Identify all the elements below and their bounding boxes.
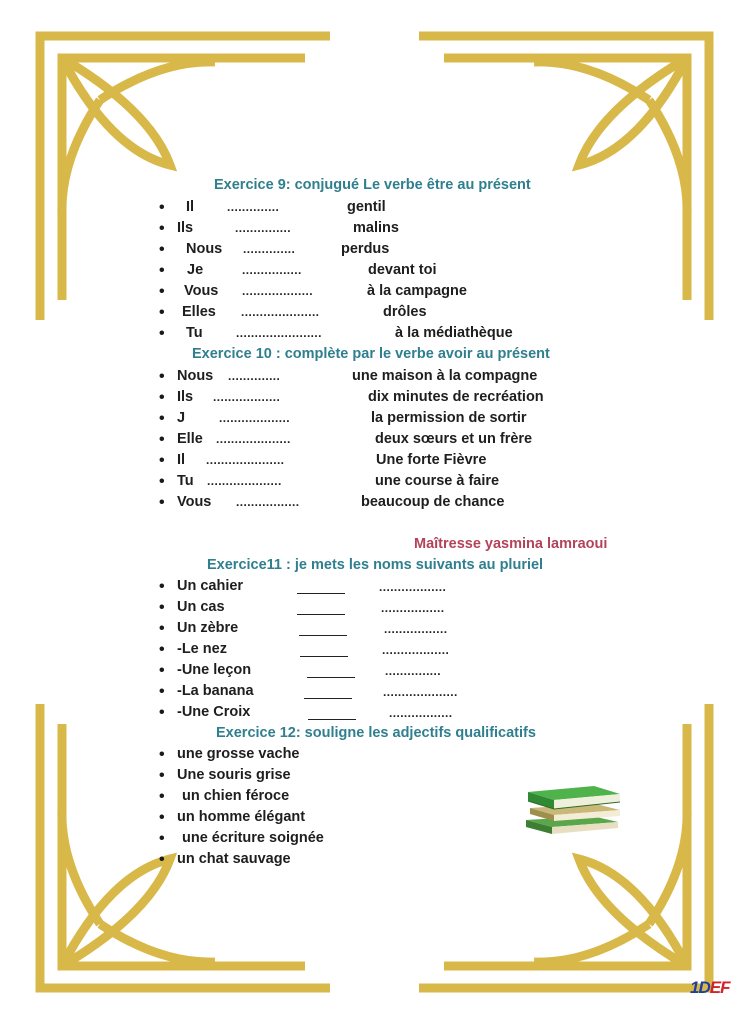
ex9-subject: Vous — [184, 283, 219, 299]
ex10-blank: ..................... — [206, 453, 285, 467]
bullet-icon: • — [159, 620, 165, 637]
ex10-blank: ................. — [236, 495, 300, 509]
logo-main: 1D — [690, 978, 710, 997]
exercise-10-title: Exercice 10 : complète par le verbe avoir au présent — [192, 346, 550, 362]
ex9-blank: ................ — [242, 263, 302, 277]
ex9-subject: Je — [187, 262, 204, 278]
bullet-icon: • — [159, 641, 165, 658]
ex11-answer-line — [304, 698, 352, 699]
bullet-icon: • — [159, 599, 165, 616]
ex10-complement: une course à faire — [375, 473, 500, 489]
bullet-icon: • — [159, 368, 165, 385]
ex10-complement: une maison à la compagne — [352, 368, 538, 384]
bullet-icon: • — [159, 410, 165, 427]
ex10-subject: Ils — [177, 389, 194, 405]
ex10-subject: Nous — [177, 368, 214, 384]
ex11-answer-line — [299, 635, 347, 636]
bullet-icon: • — [159, 452, 165, 469]
ex9-subject: Elles — [182, 304, 216, 320]
bullet-icon: • — [159, 662, 165, 679]
bullet-icon: • — [159, 767, 165, 784]
bullet-icon: • — [159, 788, 165, 805]
ex11-noun: -Une leçon — [177, 662, 252, 678]
ex11-dots: ................. — [389, 706, 453, 720]
bullet-icon: • — [159, 199, 165, 216]
ex11-noun: Un cas — [177, 599, 225, 615]
ex10-complement: la permission de sortir — [371, 410, 527, 426]
ex10-complement: deux sœurs et un frère — [375, 431, 533, 447]
ex12-phrase: un homme élégant — [177, 809, 306, 825]
ex11-dots: .................. — [382, 643, 450, 657]
ex9-complement: devant toi — [368, 262, 437, 278]
ex10-blank: .................... — [207, 474, 282, 488]
ex10-subject: Tu — [177, 473, 194, 489]
bullet-icon: • — [159, 704, 165, 721]
ex10-complement: Une forte Fièvre — [376, 452, 487, 468]
bullet-icon: • — [159, 220, 165, 237]
ex10-blank: .................... — [216, 432, 291, 446]
exercise-12-title: Exercice 12: souligne les adjectifs qualificatifs — [216, 725, 536, 741]
ex11-noun: -La banana — [177, 683, 254, 699]
ex9-complement: drôles — [383, 304, 427, 320]
bullet-icon: • — [159, 683, 165, 700]
ex9-complement: à la campagne — [367, 283, 467, 299]
logo-accent: EF — [709, 978, 730, 997]
bullet-icon: • — [159, 473, 165, 490]
ex9-blank: .............. — [243, 242, 296, 256]
bullet-icon: • — [159, 304, 165, 321]
ex12-phrase: Une souris grise — [177, 767, 291, 783]
ex11-dots: ................. — [384, 622, 448, 636]
ex12-phrase: une écriture soignée — [182, 830, 324, 846]
ex9-complement: malins — [353, 220, 399, 236]
bullet-icon: • — [159, 283, 165, 300]
bullet-icon: • — [159, 325, 165, 342]
ex11-answer-line — [297, 614, 345, 615]
ex10-complement: beaucoup de chance — [361, 494, 505, 510]
bullet-icon: • — [159, 389, 165, 406]
bullet-icon: • — [159, 262, 165, 279]
teacher-signature: Maîtresse yasmina lamraoui — [414, 536, 608, 552]
ex9-complement: gentil — [347, 199, 386, 215]
ex11-dots: ................. — [381, 601, 445, 615]
bullet-icon: • — [159, 809, 165, 826]
ex10-complement: dix minutes de recréation — [368, 389, 544, 405]
bullet-icon: • — [159, 241, 165, 258]
ex10-blank: ................... — [219, 411, 290, 425]
bullet-icon: • — [159, 431, 165, 448]
ex11-dots: .................. — [379, 580, 447, 594]
ex12-phrase: une grosse vache — [177, 746, 300, 762]
bullet-icon: • — [159, 578, 165, 595]
bullet-icon: • — [159, 851, 165, 868]
ex9-subject: Il — [186, 199, 195, 215]
ex9-subject: Tu — [186, 325, 203, 341]
ex9-complement: perdus — [341, 241, 390, 257]
bullet-icon: • — [159, 494, 165, 511]
ex11-dots: .................... — [383, 685, 458, 699]
ex9-complement: à la médiathèque — [395, 325, 513, 341]
ex11-dots: ............... — [385, 664, 442, 678]
ex9-blank: ....................... — [236, 326, 322, 340]
ex11-noun: -Une Croix — [177, 704, 251, 720]
ex10-subject: Elle — [177, 431, 203, 447]
site-logo — [690, 978, 729, 998]
books-icon — [522, 780, 626, 836]
ex11-noun: Un zèbre — [177, 620, 239, 636]
ex11-answer-line — [297, 593, 345, 594]
ex11-noun: Un cahier — [177, 578, 244, 594]
ex11-noun: -Le nez — [177, 641, 227, 657]
ex9-blank: ............... — [235, 221, 292, 235]
bullet-icon: • — [159, 746, 165, 763]
ex11-answer-line — [307, 677, 355, 678]
ex9-blank: ................... — [242, 284, 313, 298]
ex10-subject: Vous — [177, 494, 212, 510]
exercise-11-title: Exercice11 : je mets les noms suivants au pluriel — [207, 557, 544, 573]
exercise-9-title: Exercice 9: conjugué Le verbe être au présent — [214, 177, 531, 193]
bullet-icon: • — [159, 830, 165, 847]
ex11-answer-line — [300, 656, 348, 657]
ex10-blank: .............. — [228, 369, 281, 383]
ex9-blank: .............. — [227, 200, 280, 214]
ex10-subject: Il — [177, 452, 186, 468]
ex9-subject: Nous — [186, 241, 223, 257]
ex9-blank: ..................... — [241, 305, 320, 319]
ex12-phrase: un chien féroce — [182, 788, 290, 804]
ex10-subject: J — [177, 410, 186, 426]
ex10-blank: .................. — [213, 390, 281, 404]
ex12-phrase: un chat sauvage — [177, 851, 291, 867]
corner-ornament-bottom-right — [419, 704, 709, 988]
ex9-subject: Ils — [177, 220, 194, 236]
ex11-answer-line — [308, 719, 356, 720]
